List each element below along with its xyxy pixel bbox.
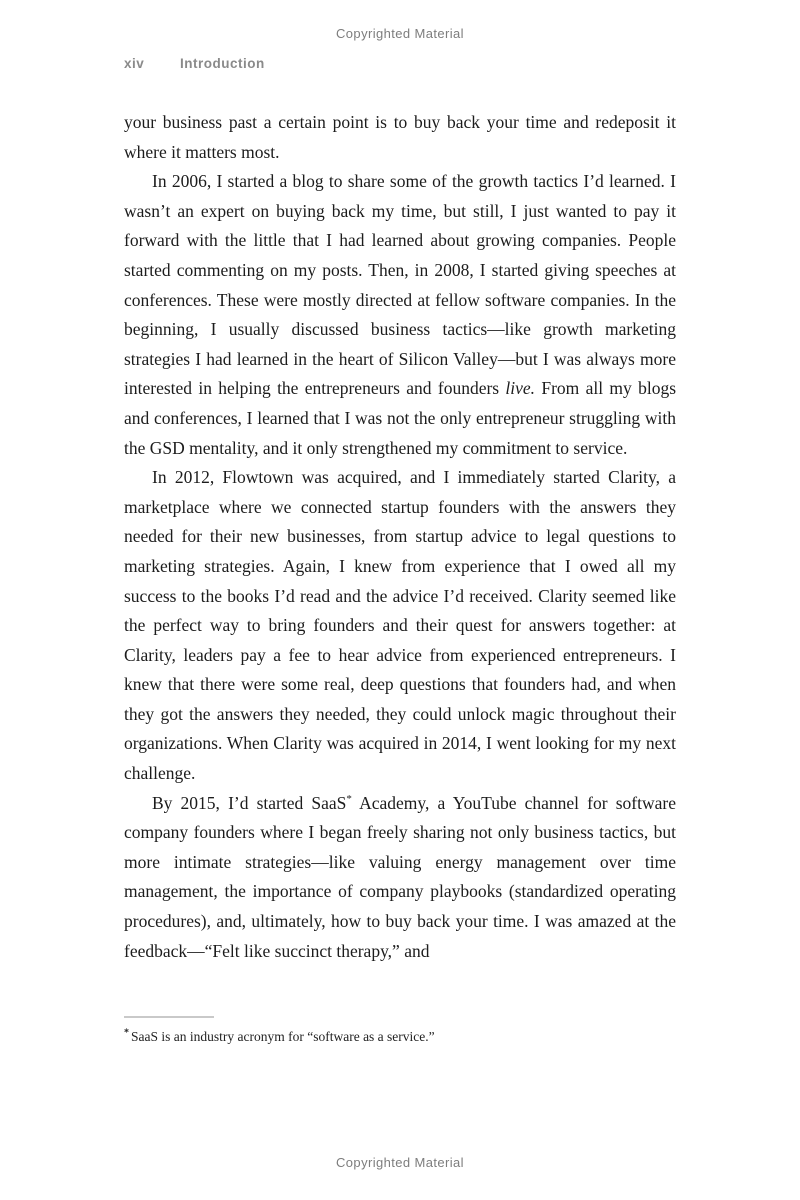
- body-paragraph: [124, 463, 676, 789]
- paragraph-text: In 2012, Flowtown was acquired, and I immediately started Clarity, a marketplace where we connected startup founders with the answers they needed for their new businesses, from startup advice to legal questions to marketing strategies. Again, I knew from experience that I owed all my success to the books I’d read and the advice I’d received. Clarity seemed like the perfect way to bring founders and their quest for answers together: at Clarity, leaders pay a fee to hear advice from experienced entrepreneurs. I knew that there were some real, deep questions that founders had, and when they got the answers they needed, they could unlock magic throughout their organizations. When Clarity was acquired in 2014, I went looking for my next challenge.: [124, 467, 676, 784]
- footnote-reference-marker: *: [346, 792, 352, 805]
- footnote-text: SaaS is an industry acronym for “software as a service.”: [131, 1029, 435, 1044]
- copyright-notice-top: Copyrighted Material: [336, 26, 464, 41]
- chapter-title: Introduction: [180, 56, 265, 71]
- paragraph-text: Academy, a YouTube channel for software company founders where I began freely sharing not only business tactics, but more intimate strategies—like valuing energy management over time management, the importance of company playbooks (standardized operating procedures), and, ultimately, how to buy back your time. I was amazed at the feedback—“Felt like succinct therapy,” and: [124, 792, 676, 961]
- copyright-notice-bottom: Copyrighted Material: [336, 1155, 464, 1170]
- footnote: [124, 1027, 676, 1046]
- body-paragraph: [124, 789, 676, 967]
- footnote-area: [124, 1016, 676, 1046]
- body-paragraph: [124, 108, 676, 167]
- paragraph-text: From all my blogs and conferences, I learned that I was not the only entrepreneur struggling with the GSD mentality, and it only strengthened my commitment to service.: [124, 378, 677, 458]
- running-head: [124, 56, 265, 71]
- paragraph-text: By 2015, I’d started SaaS: [152, 792, 347, 813]
- page-number: xiv: [124, 56, 145, 71]
- footnote-divider: [124, 1016, 214, 1018]
- footnote-marker: *: [124, 1027, 129, 1039]
- body-paragraph: [124, 167, 676, 463]
- italic-text: live.: [505, 378, 536, 399]
- page-body: [124, 108, 676, 966]
- paragraph-text: In 2006, I started a blog to share some of the growth tactics I’d learned. I wasn’t an expert on buying back my time, but still, I just wanted to pay it forward with the little that I had learned about growing companies. People started commenting on my posts. Then, in 2008, I started giving speeches at conferences. These were mostly directed at fellow software companies. In the beginning, I usually discussed business tactics—like growth marketing strategies I had learned in the heart of Silicon Valley—but I was always more interested in helping the entrepreneurs and founders: [124, 171, 676, 399]
- paragraph-text: your business past a certain point is to buy back your time and redeposit it where it matters most.: [124, 112, 676, 162]
